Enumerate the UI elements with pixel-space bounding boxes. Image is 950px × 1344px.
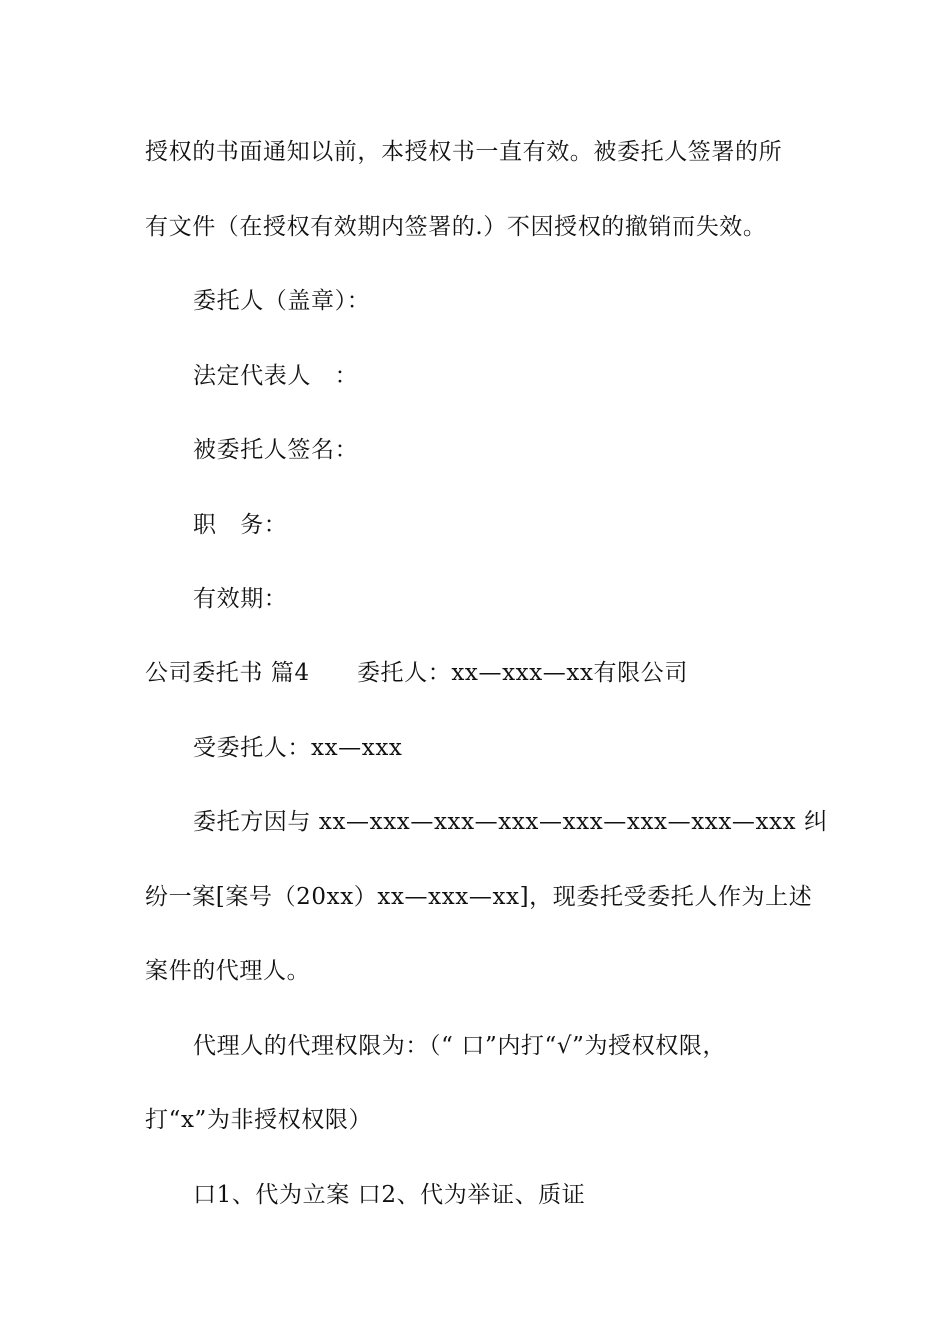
authority-options-line: 口1、代为立案 口2、代为举证、质证: [193, 1182, 586, 1208]
paragraph-line-2: 有文件（在授权有效期内签署的.）不因授权的撤销而失效。: [145, 214, 767, 240]
paragraph-line-authority-1: 代理人的代理权限为：（“ 口”内打“√”为授权权限，: [193, 1033, 727, 1059]
section-heading-line: 公司委托书 篇4 委托人：xx—xxx—xx有限公司: [145, 660, 688, 686]
paragraph-line-authority-2: 打“x”为非授权权限）: [145, 1107, 373, 1133]
signature-field-client-seal: 委托人（盖章）：: [193, 288, 371, 314]
paragraph-line-1: 授权的书面通知以前，本授权书一直有效。被委托人签署的所: [145, 139, 783, 165]
agent-line: 受委托人：xx—xxx: [193, 735, 403, 761]
signature-field-legal-representative: 法定代表人 ：: [193, 363, 359, 389]
signature-field-position: 职 务：: [193, 512, 288, 538]
signature-field-validity: 有效期：: [193, 586, 288, 612]
signature-field-agent-signature: 被委托人签名：: [193, 437, 359, 463]
paragraph-line-case-1: 委托方因与 xx—xxx—xxx—xxx—xxx—xxx—xxx—xxx 纠: [193, 809, 828, 835]
paragraph-line-case-3: 案件的代理人。: [145, 958, 311, 984]
paragraph-line-case-2: 纷一案[案号（20xx）xx—xxx—xx]，现委托受委托人作为上述: [145, 884, 813, 910]
